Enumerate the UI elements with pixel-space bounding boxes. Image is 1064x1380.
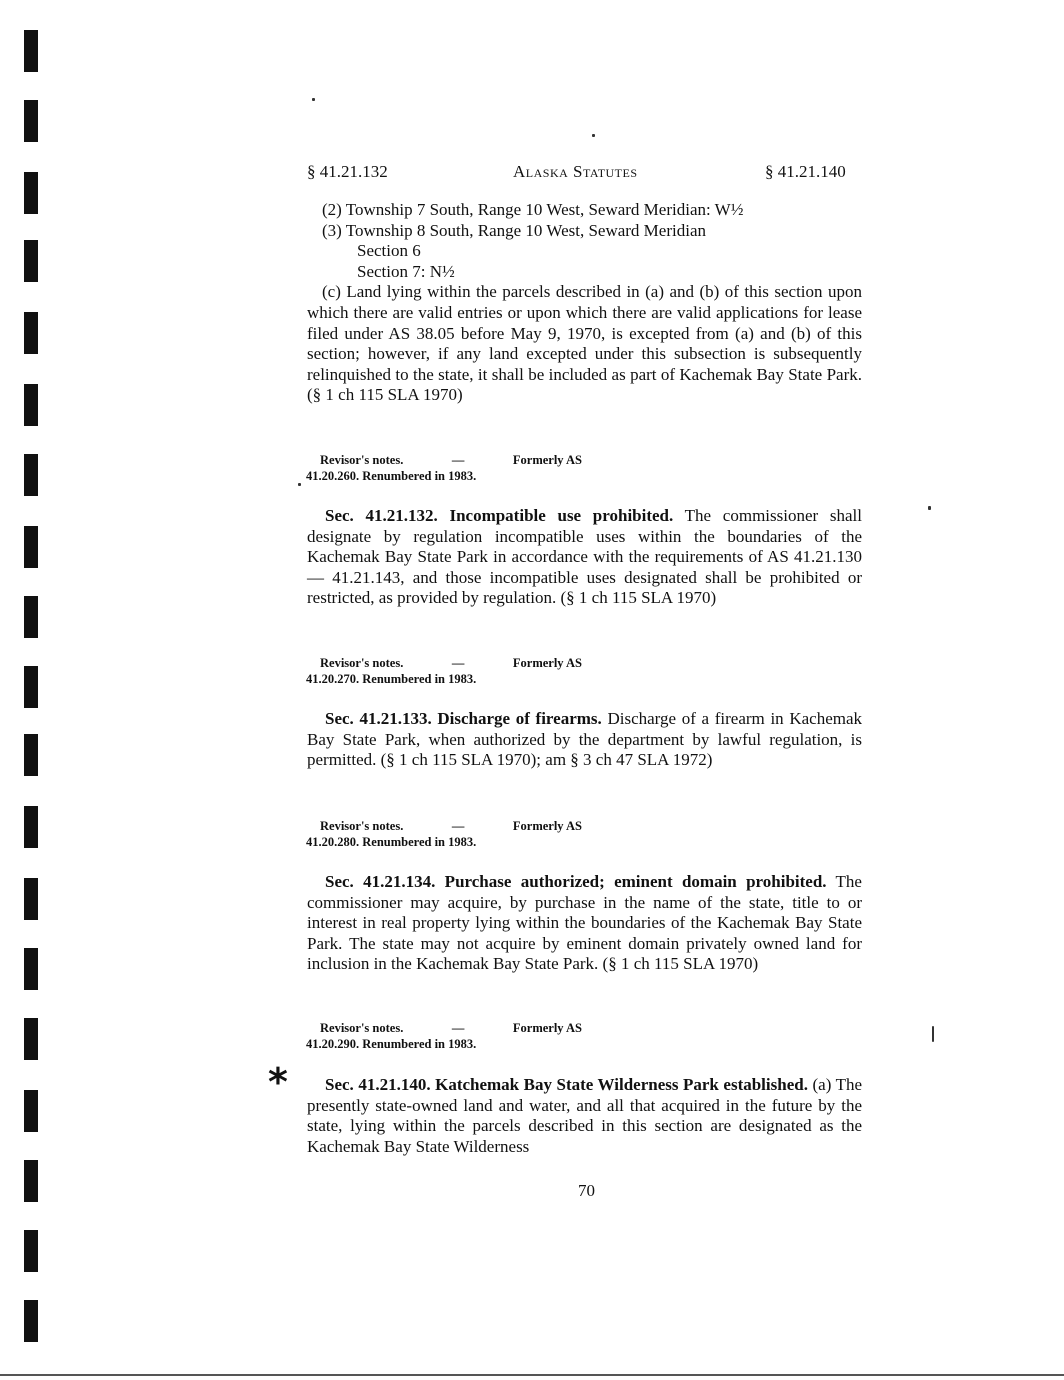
revisors-note (306, 655, 582, 687)
asterisk-mark: * (268, 1060, 288, 1104)
binding-mark (24, 1160, 38, 1202)
binding-mark (24, 1230, 38, 1272)
revisors-note (306, 1020, 582, 1052)
revisors-note (306, 452, 582, 484)
binding-mark (24, 948, 38, 990)
page-number: 70 (578, 1181, 595, 1200)
note-label: Revisor's notes. (320, 453, 404, 467)
note-dash: — (451, 1021, 465, 1035)
bottom-edge-line (0, 1374, 1064, 1376)
note-rest: 41.20.280. Renumbered in 1983. (306, 835, 477, 849)
section-41-21-134 (307, 872, 862, 975)
section-body: The commissioner may acquire, by purchase in the name of the state, title to or interest in real property lying within the boundaries of the Kachemak Bay State Park. The state may not acquire by eminent domain privately owned land for inclusion in the Kachemak Bay State Park. (§ 1 ch 115 SLA 1970) (307, 872, 862, 974)
section-41-21-132 (307, 506, 862, 609)
binding-mark (24, 666, 38, 708)
header-title: Alaska Statutes (513, 162, 638, 181)
note-label: Revisor's notes. (320, 1021, 404, 1035)
header-section-right: § 41.21.140 (765, 162, 846, 181)
binding-mark (24, 878, 38, 920)
scan-speck (928, 506, 931, 510)
section-heading: Sec. 41.21.140. Katchemak Bay State Wilderness Park established. (325, 1075, 808, 1094)
note-rest: 41.20.290. Renumbered in 1983. (306, 1037, 477, 1051)
note-rest: 41.20.270. Renumbered in 1983. (306, 672, 477, 686)
binding-mark (24, 806, 38, 848)
binding-mark (24, 384, 38, 426)
note-dash: — (451, 819, 465, 833)
binding-mark (24, 172, 38, 214)
binding-mark (24, 1090, 38, 1132)
note-formerly: Formerly AS (512, 1021, 582, 1035)
list-item: (3) Township 8 South, Range 10 West, Seward Meridian (322, 220, 706, 240)
scan-speck (592, 134, 595, 137)
section-body: The commissioner shall designate by regulation incompatible uses within the boundaries of the Kachemak Bay State Park in accordance with the requirements of AS 41.21.130 — 41.21.143, and those incompatible uses designated shall be prohibited or restricted, as provided by regulation. (§ 1 ch 115 SLA 1970) (307, 506, 862, 608)
binding-mark (24, 240, 38, 282)
scan-speck (312, 98, 315, 101)
binding-mark (24, 1018, 38, 1060)
sub-list-item: Section 6 (357, 241, 421, 261)
binding-mark (24, 312, 38, 354)
list-item: (2) Township 7 South, Range 10 West, Seward Meridian: W½ (322, 200, 744, 219)
section-41-21-140 (307, 1075, 862, 1157)
scan-speck (298, 483, 301, 486)
section-heading: Sec. 41.21.133. Discharge of firearms. (325, 709, 602, 728)
note-rest: 41.20.260. Renumbered in 1983. (306, 469, 477, 483)
binding-mark (24, 1300, 38, 1342)
note-label: Revisor's notes. (320, 656, 404, 670)
note-label: Revisor's notes. (320, 819, 404, 833)
section-body: Discharge of a firearm in Kachemak Bay State Park, when authorized by the department by lawful regulation, is permitted. (§ 1 ch 115 SLA 1970); am § 3 ch 47 SLA 1972) (307, 709, 863, 770)
note-formerly: Formerly AS (512, 656, 582, 670)
binding-mark (24, 734, 38, 776)
binding-mark (24, 454, 38, 496)
binding-mark (24, 100, 38, 142)
continuation-block (307, 200, 862, 406)
scan-speck (932, 1026, 934, 1042)
header-section-left: § 41.21.132 (307, 162, 388, 181)
binding-mark (24, 596, 38, 638)
note-dash: — (451, 453, 465, 467)
note-dash: — (451, 656, 465, 670)
note-formerly: Formerly AS (512, 453, 582, 467)
sub-list-item: Section 7: N½ (357, 261, 455, 281)
section-heading: Sec. 41.21.132. Incompatible use prohibited. (325, 506, 674, 525)
section-41-21-133 (307, 709, 862, 771)
note-formerly: Formerly AS (512, 819, 582, 833)
section-heading: Sec. 41.21.134. Purchase authorized; eminent domain prohibited. (325, 872, 827, 891)
section-body: (a) The presently state-owned land and water, and all that acquired in the future by the state, lying within the parcels described in this section are designated as the Kachemak Bay State Wilderness (307, 1075, 862, 1156)
paragraph-c: (c) Land lying within the parcels described in (a) and (b) of this section upon which there are valid entries or upon which there are valid applications for lease filed under AS 38.05 before May 9, 1970, is excepted from (a) and (b) of this section; however, if any land excepted under this subsection is subsequently relinquished to the state, it shall be included as part of Kachemak Bay State Park. (§ 1 ch 115 SLA 1970) (307, 282, 862, 405)
binding-mark (24, 30, 38, 72)
revisors-note (306, 818, 582, 850)
binding-mark (24, 526, 38, 568)
